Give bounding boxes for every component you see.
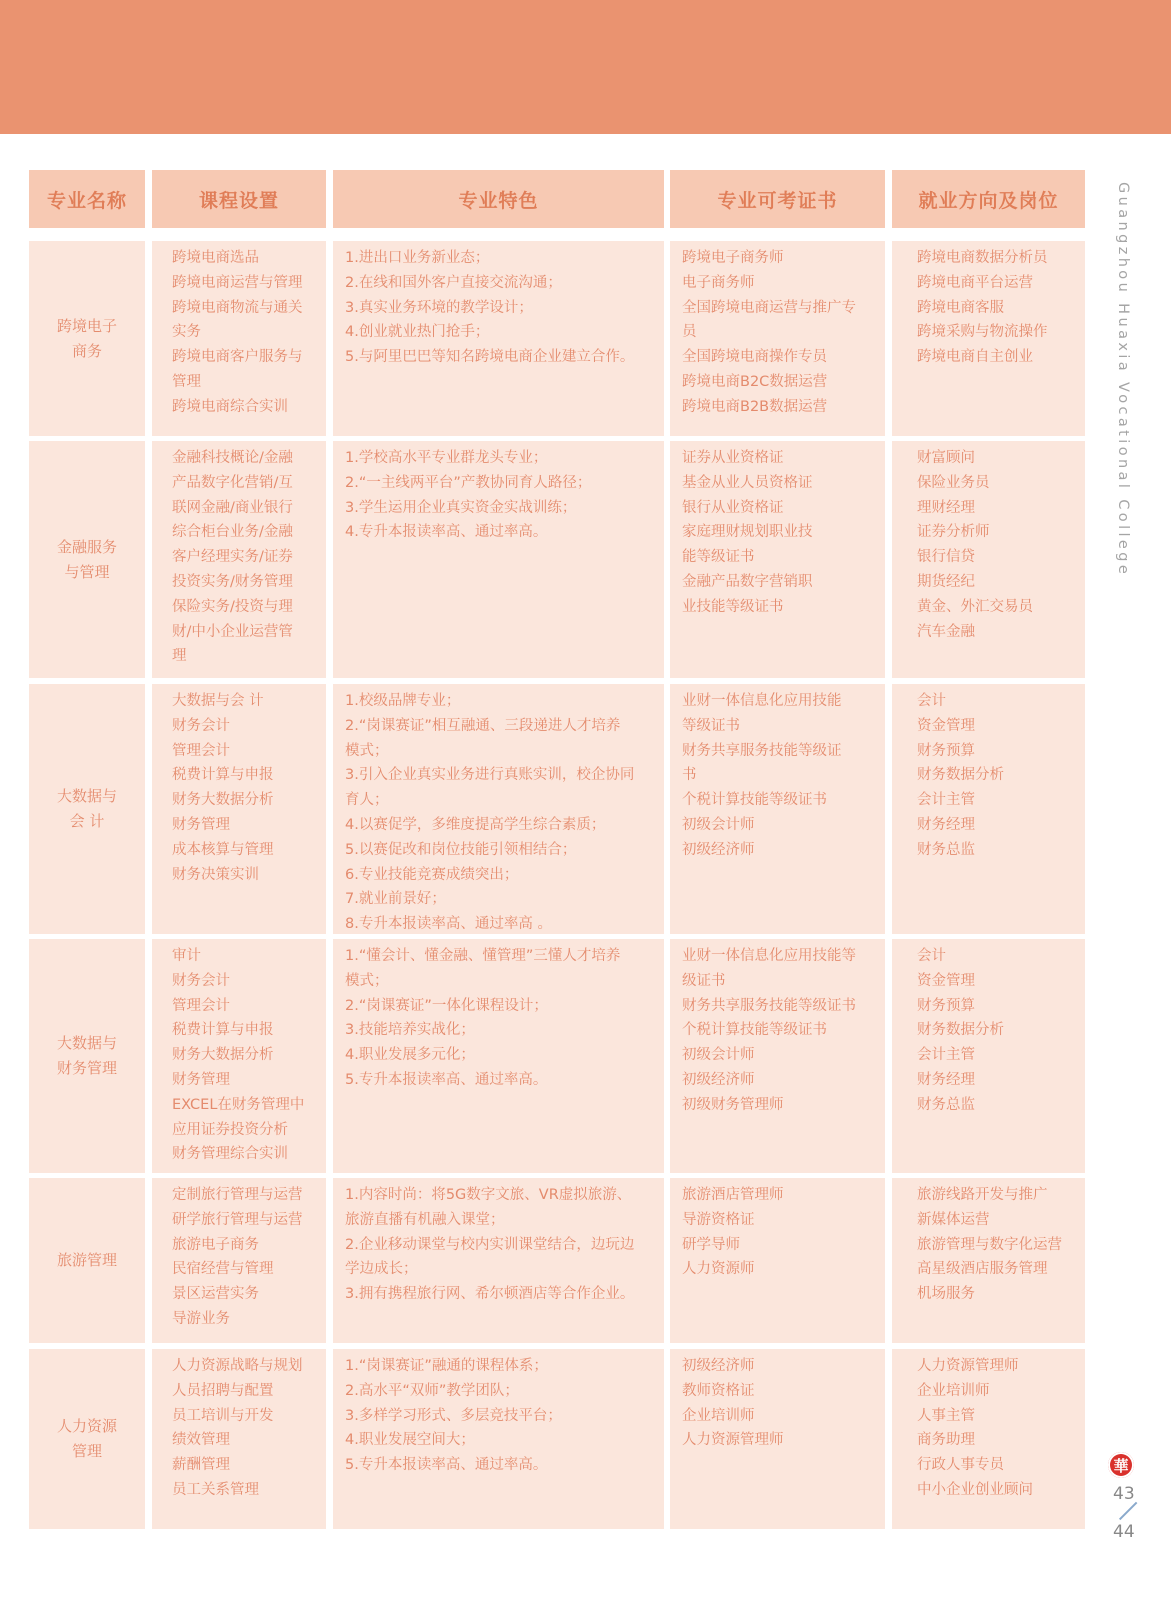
course-list-line: 管理 [172,373,201,390]
course-list-line: 跨境电商选品 [172,250,259,266]
career-list-line: 人力资源管理师 [917,1358,1019,1374]
major-name-line: 财务管理 [56,1059,117,1077]
certificate-list-line: 初级会计师 [682,1047,755,1064]
feature-list-line: 3.技能培养实战化； [345,1022,475,1039]
feature-list-line: 1.进出口业务新业态； [345,250,490,266]
top-color-band [0,0,1171,134]
row-6-course-list [152,1349,326,1529]
course-list-line: 成本核算与管理 [172,841,274,858]
feature-list-line: 5.以赛促改和岗位技能引领相结合； [345,841,577,858]
certificate-list-line: 个税计算技能等级证书 [682,1022,827,1039]
course-list-line: 金融科技概论/金融 [172,450,293,466]
feature-list-line: 3.多样学习形式、多层竞技平台； [345,1407,562,1424]
feature-list-line: 2.“岗课赛证”相互融通、三段递进人才培养 [345,717,621,734]
course-list-line: 税费计算与申报 [172,1022,274,1039]
feature-list-line: 4.职业发展多元化； [345,1047,475,1064]
row-4-feature-list [333,939,664,1173]
certificate-list-line: 业财一体信息化应用技能等 [682,948,856,964]
course-list-line: 财务决策实训 [172,866,259,883]
course-list-line: 定制旅行管理与运营 [172,1187,303,1203]
course-list-line: 旅游电子商务 [172,1236,259,1253]
course-list-line: 财务管理 [172,1071,230,1088]
major-name-line: 大数据与 [56,1034,117,1053]
certificate-list-line: 财务共享服务技能等级证 [682,742,842,759]
career-list-line: 财务总监 [917,841,975,858]
page-number-right: 44 [1113,1522,1135,1542]
certificate-list-line: 企业培训师 [682,1407,755,1424]
course-list-line: 审计 [172,948,201,964]
career-list-line: 商务助理 [917,1432,975,1449]
course-list-line: 财务管理 [172,816,230,833]
certificate-list-line: 研学导师 [682,1236,740,1253]
career-list-line: 机场服务 [917,1286,975,1303]
certificate-list-line: 初级会计师 [682,816,755,833]
certificate-list-line: 跨境电商B2B数据运营 [682,398,828,415]
row-4-certificate-list [670,939,885,1173]
career-list-line: 人事主管 [917,1407,975,1424]
certificate-list-line: 书 [682,767,697,784]
header-career-list: 就业方向及岗位 [892,170,1085,228]
course-list-line: 财务大数据分析 [172,792,274,809]
certificate-list-line: 全国跨境电商运营与推广专 [682,299,856,316]
row-1-career-list [892,241,1085,436]
career-list-line: 跨境电商平台运营 [917,274,1033,291]
course-list-line: 应用证券投资分析 [172,1121,288,1138]
course-list-line: 财务大数据分析 [172,1047,274,1064]
certificate-list-line: 能等级证书 [682,549,755,566]
career-list-line: 跨境电商客服 [917,299,1004,316]
certificate-list-line: 金融产品数字营销职 [682,573,813,590]
feature-list-line: 3.引入企业真实业务进行真账实训，校企协同 [345,767,635,784]
feature-list-line: 学边成长； [345,1261,418,1278]
row-2-feature-list [333,441,664,678]
feature-list-line: 3.学生运用企业真实资金实战训练； [345,499,577,516]
certificate-list-line: 证券从业资格证 [682,450,784,466]
row-3-certificate-list [670,684,885,934]
career-list-line: 中小企业创业顾问 [917,1481,1033,1498]
certificate-list-line: 全国跨境电商操作专员 [682,349,827,366]
course-list-line: 景区运营实务 [172,1286,259,1303]
row-5-course-list [152,1178,326,1343]
major-name-line: 旅游管理 [56,1251,117,1270]
course-list-line: 管理会计 [172,742,230,759]
row-6-career-list [892,1349,1085,1529]
career-list-line: 会计 [917,693,946,709]
course-list-line: 人力资源战略与规划 [172,1358,303,1374]
feature-list-line: 1.学校高水平专业群龙头专业； [345,450,548,466]
row-1-certificate-list [670,241,885,436]
career-list-line: 会计主管 [917,1047,975,1064]
feature-list-line: 2.“一主线两平台”产教协同育人路径； [345,474,592,491]
course-list-line: 员工培训与开发 [172,1407,274,1424]
career-list-line: 资金管理 [917,717,975,734]
career-list-line: 跨境电商数据分析员 [917,250,1048,266]
feature-list-line: 模式； [345,972,389,989]
course-list-line: 实务 [172,324,201,341]
course-list-line: 薪酬管理 [172,1457,230,1474]
row-4-major-name [29,939,145,1173]
career-list-line: 期货经纪 [917,573,975,590]
career-list-line: 财务预算 [917,742,975,759]
career-list-line: 财务总监 [917,1096,975,1113]
page-number-left: 43 [1113,1484,1135,1504]
feature-list-line: 5.专升本报读率高、通过率高。 [345,1457,548,1474]
career-list-line: 财富顾问 [917,450,975,466]
course-list-line: 民宿经营与管理 [172,1261,274,1278]
feature-list-line: 4.创业就业热门抢手； [345,324,490,341]
feature-list-line: 1.校级品牌专业； [345,693,461,709]
feature-list-line: 2.在线和国外客户直接交流沟通； [345,274,562,291]
major-name-line: 跨境电子 [56,316,117,335]
row-5-feature-list [333,1178,664,1343]
course-list-line: 跨境电商客户服务与 [172,349,303,366]
career-list-line: 汽车金融 [917,623,975,640]
row-5-career-list [892,1178,1085,1343]
feature-list-line: 2.高水平“双师”教学团队； [345,1382,519,1399]
row-3-course-list [152,684,326,934]
row-2-major-name [29,441,145,678]
header-major-name: 专业名称 [29,170,145,228]
course-list-line: 研学旅行管理与运营 [172,1211,303,1228]
course-list-line: 理 [172,648,187,665]
course-list-line: 绩效管理 [172,1432,230,1449]
course-list-line: 员工关系管理 [172,1481,259,1498]
certificate-list-line: 初级财务管理师 [682,1096,784,1113]
career-list-line: 新媒体运营 [917,1211,990,1228]
career-list-line: 银行信贷 [917,549,975,566]
course-list-line: 财务会计 [172,717,230,734]
course-list-line: 导游业务 [172,1310,230,1327]
feature-list-line: 3.拥有携程旅行网、希尔顿酒店等合作企业。 [345,1286,635,1303]
career-list-line: 会计 [917,948,946,964]
certificate-list-line: 财务共享服务技能等级证书 [682,997,856,1014]
certificate-list-line: 人力资源师 [682,1261,755,1278]
row-3-feature-list [333,684,664,934]
feature-list-line: 8.专升本报读率高、通过率高 。 [345,916,552,933]
feature-list-line: 6.专业技能竞赛成绩突出； [345,866,519,883]
feature-list-line: 4.专升本报读率高、通过率高。 [345,524,548,541]
career-list-line: 跨境电商自主创业 [917,349,1033,366]
feature-list-line: 1.“岗课赛证”融通的课程体系； [345,1358,548,1374]
career-list-line: 财务经理 [917,1071,975,1088]
certificate-list-line: 导游资格证 [682,1211,755,1228]
certificate-list-line: 初级经济师 [682,1071,755,1088]
feature-list-line: 育人； [345,792,389,809]
career-list-line: 行政人事专员 [917,1457,1004,1474]
row-2-career-list [892,441,1085,678]
major-name-line: 大数据与 [56,787,117,806]
career-list-line: 财务经理 [917,816,975,833]
certificate-list-line: 旅游酒店管理师 [682,1187,784,1203]
certificate-list-line: 初级经济师 [682,1358,755,1374]
course-list-line: 投资实务/财务管理 [172,573,293,590]
career-list-line: 资金管理 [917,972,975,989]
career-list-line: 旅游管理与数字化运营 [917,1236,1062,1253]
career-list-line: 企业培训师 [917,1382,990,1399]
course-list-line: 管理会计 [172,997,230,1014]
feature-list-line: 7.就业前景好； [345,891,446,908]
course-list-line: 联网金融/商业银行 [172,499,293,516]
certificate-list-line: 个税计算技能等级证书 [682,792,827,809]
row-1-course-list [152,241,326,436]
feature-list-line: 模式； [345,742,389,759]
course-list-line: 跨境电商物流与通关 [172,299,303,316]
feature-list-line: 2.企业移动课堂与校内实训课堂结合，边玩边 [345,1236,635,1253]
row-6-certificate-list [670,1349,885,1529]
feature-list-line: 2.“岗课赛证”一体化课程设计； [345,997,548,1014]
feature-list-line: 5.专升本报读率高、通过率高。 [345,1071,548,1088]
course-list-line: 财/中小企业运营管 [172,623,293,640]
certificate-list-line: 初级经济师 [682,841,755,858]
career-list-line: 黄金、外汇交易员 [917,598,1033,615]
certificate-list-line: 教师资格证 [682,1382,755,1399]
career-list-line: 旅游线路开发与推广 [917,1187,1048,1203]
row-6-major-name [29,1349,145,1529]
row-3-major-name [29,684,145,934]
header-feature-list: 专业特色 [333,170,664,228]
feature-list-line: 旅游直播有机融入课堂； [345,1211,505,1228]
certificate-list-line: 员 [682,324,697,341]
row-5-certificate-list [670,1178,885,1343]
course-list-line: 人员招聘与配置 [172,1382,274,1399]
certificate-list-line: 人力资源管理师 [682,1432,784,1449]
certificate-list-line: 业技能等级证书 [682,598,784,615]
row-2-certificate-list [670,441,885,678]
certificate-list-line: 业财一体信息化应用技能 [682,693,842,709]
major-name-line: 与管理 [64,562,110,581]
course-list-line: 跨境电商运营与管理 [172,274,303,291]
career-list-line: 高星级酒店服务管理 [917,1261,1048,1278]
certificate-list-line: 等级证书 [682,717,740,734]
college-logo-icon: 華 [1108,1452,1134,1478]
course-list-line: EXCEL在财务管理中 [172,1096,305,1113]
row-4-career-list [892,939,1085,1173]
career-list-line: 证券分析师 [917,524,990,541]
course-list-line: 综合柜台业务/金融 [172,524,293,541]
certificate-list-line: 家庭理财规划职业技 [682,524,813,541]
course-list-line: 大数据与会 计 [172,693,264,709]
course-list-line: 跨境电商综合实训 [172,398,288,415]
course-list-line: 产品数字化营销/互 [172,474,293,491]
college-name-vertical: Guangzhou Huaxia Vocational College [1115,182,1131,578]
row-3-career-list [892,684,1085,934]
row-2-course-list [152,441,326,678]
feature-list-line: 4.职业发展空间大； [345,1432,475,1449]
course-list-line: 财务会计 [172,972,230,989]
career-list-line: 财务数据分析 [917,767,1004,784]
certificate-list-line: 基金从业人员资格证 [682,474,813,491]
header-certificate-list: 专业可考证书 [670,170,885,228]
feature-list-line: 1.内容时尚：将5G数字文旅、VR虚拟旅游、 [345,1187,632,1203]
course-list-line: 税费计算与申报 [172,767,274,784]
row-1-feature-list [333,241,664,436]
row-6-feature-list [333,1349,664,1529]
career-list-line: 理财经理 [917,499,975,516]
certificate-list-line: 电子商务师 [682,274,755,291]
certificate-list-line: 跨境电商B2C数据运营 [682,373,828,390]
career-list-line: 会计主管 [917,792,975,809]
major-name-line: 金融服务 [56,537,117,556]
major-name-line: 人力资源 [56,1417,117,1436]
course-list-line: 保险实务/投资与理 [172,598,293,615]
major-name-line: 会 计 [69,812,105,830]
certificate-list-line: 级证书 [682,972,726,989]
feature-list-line: 5.与阿里巴巴等知名跨境电商企业建立合作。 [345,349,635,366]
course-list-line: 客户经理实务/证券 [172,549,293,566]
header-course-list: 课程设置 [152,170,326,228]
page-number-divider [1119,1502,1137,1520]
certificate-list-line: 银行从业资格证 [682,499,784,516]
course-list-line: 财务管理综合实训 [172,1146,288,1163]
feature-list-line: 4.以赛促学，多维度提高学生综合素质； [345,816,606,833]
major-name-line: 管理 [71,1442,102,1460]
major-name-line: 商务 [71,341,102,360]
career-list-line: 财务数据分析 [917,1022,1004,1039]
career-list-line: 保险业务员 [917,474,990,491]
career-list-line: 财务预算 [917,997,975,1014]
row-4-course-list [152,939,326,1173]
feature-list-line: 1.“懂会计、懂金融、懂管理”三懂人才培养 [345,948,621,964]
row-5-major-name [29,1178,145,1343]
career-list-line: 跨境采购与物流操作 [917,324,1048,341]
certificate-list-line: 跨境电子商务师 [682,250,784,266]
feature-list-line: 3.真实业务环境的教学设计； [345,299,533,316]
row-1-major-name [29,241,145,436]
